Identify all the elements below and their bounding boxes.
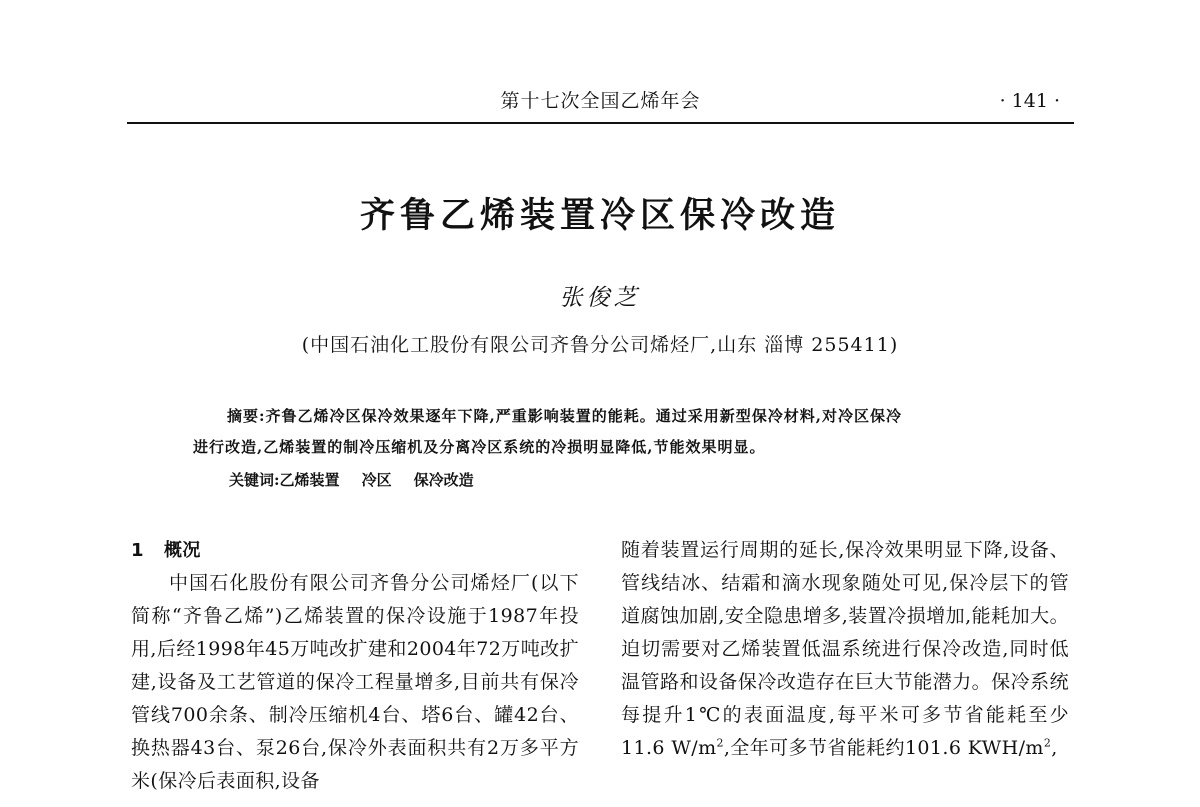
author-affiliation: (中国石油化工股份有限公司齐鲁分公司烯烃厂,山东 淄博 255411) <box>301 334 899 356</box>
author-name: 张俊芝 <box>559 285 641 311</box>
right-column <box>621 534 1069 765</box>
abstract <box>193 401 1023 463</box>
running-title: 第十七次全国乙烯年会 <box>500 90 701 112</box>
header-rule <box>127 122 1074 124</box>
body-text: ,全年可多节省能耗约101.6 KWH/m <box>723 737 1044 759</box>
paper-title: 齐鲁乙烯装置冷区保冷改造 <box>359 196 840 236</box>
body-text: 随着装置运行周期的延长,保冷效果明显下降,设备、管线结冰、结霜和滴水现象随处可见,保冷层下的管道腐蚀加剧,安全隐患增多,装置冷损增加,能耗加大。迫切需要对乙烯装置低温系统进行保冷改造,同时低温管路和设备保冷改造存在巨大节能潜力。保冷系统每提升1℃的表面温度,每平米可多节省能耗至少11.6 W/m <box>621 539 1069 759</box>
body-text: , <box>1051 737 1058 759</box>
left-column <box>131 534 579 798</box>
keyword: 乙烯装置 <box>279 471 340 489</box>
section-heading <box>131 534 579 567</box>
keyword: 冷区 <box>361 471 392 489</box>
page-number: · 141 · <box>999 90 1060 112</box>
body-paragraph: 中国石化股份有限公司齐鲁分公司烯烃厂(以下简称“齐鲁乙烯”)乙烯装置的保冷设施于1987年投用,后经1998年45万吨改扩建和2004年72万吨改扩建,设备及工艺管道的保冷工程量增多,目前共有保冷管线700余条、制冷压缩机4台、塔6台、罐42台、换热器43台、泵26台,保冷外表面积共有2万多平方米(保冷后表面积,设备 <box>131 572 579 792</box>
superscript: 2 <box>716 736 724 750</box>
running-header <box>127 88 1074 118</box>
abstract-line-2: 进行改造,乙烯装置的制冷压缩机及分离冷区系统的冷损明显降低,节能效果明显。 <box>193 438 766 456</box>
body-paragraph-continued <box>621 534 1069 765</box>
section-title: 概况 <box>163 540 201 561</box>
keywords-label: 关键词: <box>229 471 280 489</box>
section-number: 1 <box>131 540 144 561</box>
keyword: 保冷改造 <box>413 471 474 489</box>
abstract-label: 摘要: <box>227 407 266 425</box>
abstract-line-1 <box>193 401 1023 432</box>
abstract-text-1: 齐鲁乙烯冷区保冷效果逐年下降,严重影响装置的能耗。通过采用新型保冷材料,对冷区保冷 <box>265 407 902 425</box>
superscript: 2 <box>1043 736 1052 750</box>
keywords <box>229 466 496 494</box>
